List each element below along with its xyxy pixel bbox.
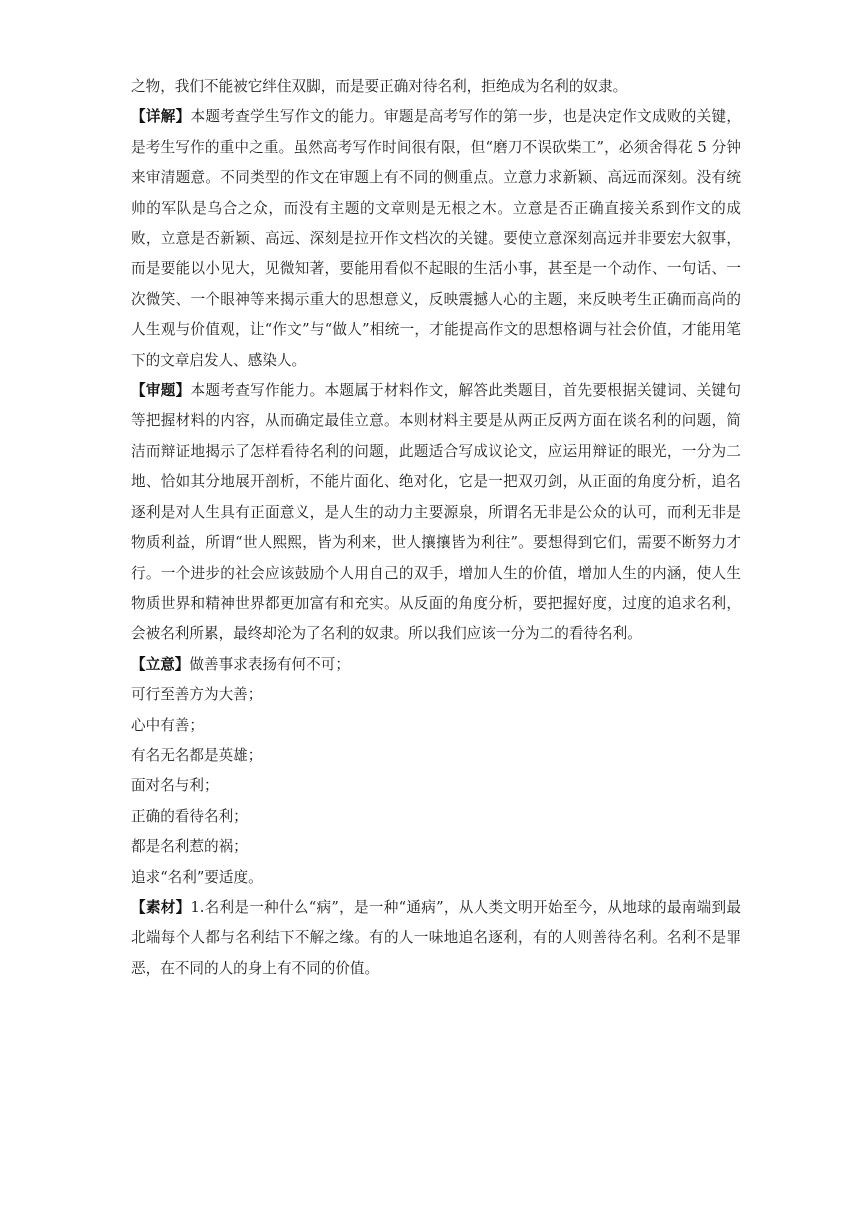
theme-option [131, 832, 741, 862]
paragraph-theme [131, 650, 741, 680]
section-tag-theme: 【立意】 [131, 655, 190, 673]
paragraph-text: 可行至善方为大善； [131, 686, 263, 704]
paragraph-detail-explanation [131, 102, 741, 376]
paragraph-intro [131, 72, 741, 102]
paragraph-text: 面对名与利； [131, 777, 219, 795]
theme-option [131, 741, 741, 771]
paragraph-text: 正确的看待名利； [131, 807, 248, 825]
paragraph-material [131, 893, 741, 984]
paragraph-text: 做善事求表扬有何不可； [189, 655, 350, 673]
paragraph-text: 本题考查写作能力。本题属于材料作文，解答此类题目，首先要根据关键词、关键句等把握材料的内容，从而确定最佳立意。本则材料主要是从两正反两方面在谈名利的问题，简洁而辩证地揭示了怎样看待名利的问题，此题适合写成议论文，应运用辩证的眼光，一分为二地、恰如其分地展开剖析，不能片面化、绝对化，它是一把双刃剑，从正面的角度分析，追名逐利是对人生具有正面意义，是人生的动力主要源泉，所谓名无非是公众的认可，而利无非是物质利益，所谓“世人熙熙，皆为利来，世人攘攘皆为利往”。要想得到它们，需要不断努力才行。一个进步的社会应该鼓励个人用自己的双手，增加人生的价值，增加人生的内涵，使人生物质世界和精神世界都更加富有和充实。从反面的角度分析，要把握好度，过度的追求名利，会被名利所累，最终却沦为了名利的奴隶。所以我们应该一分为二的看待名利。 [131, 382, 741, 643]
paragraph-text: 之物，我们不能被它绊住双脚，而是要正确对待名利，拒绝成为名利的奴隶。 [131, 78, 628, 95]
theme-option [131, 771, 741, 801]
paragraph-text: 1.名利是一种什么“病”，是一种“通病”，从人类文明开始至今，从地球的最南端到最北端每个人都与名利结下不解之缘。有的人一味地追名逐利，有的人则善待名利。名利不是罪恶，在不同的人的身上有不同的价值。 [131, 898, 741, 977]
theme-option [131, 863, 741, 893]
paragraph-text: 追求“名利”要适度。 [131, 868, 263, 886]
section-tag-review: 【审题】 [131, 382, 191, 400]
paragraph-text: 本题考查学生写作文的能力。审题是高考写作的第一步，也是决定作文成败的关键，是考生写作的重中之重。虽然高考写作时间很有限，但“磨刀不误砍柴工”，必须舍得花 5 分钟来审清题意。不同类型的作文在审题上有不同的侧重点。立意力求新颖、高远而深刻。没有统帅的军队是乌合之众，而没有主题的文章则是无根之木。立意是否正确直接关系到作文的成败，立意是否新颖、高远、深刻是拉开作文档次的关键。要使立意深刻高远并非要宏大叙事，而是要能以小见大，见微知著，要能用看似不起眼的生活小事，甚至是一个动作、一句话、一次微笑、一个眼神等来揭示重大的思想意义，反映震撼人心的主题，来反映考生正确而高尚的人生观与价值观，让“作文”与“做人”相统一，才能提高作文的思想格调与社会价值，才能用笔下的文章启发人、感染人。 [131, 108, 741, 369]
paragraph-topic-review [131, 376, 741, 650]
theme-option [131, 680, 741, 710]
paragraph-text: 有名无名都是英雄； [131, 746, 263, 764]
paragraph-text: 心中有善； [131, 716, 204, 734]
theme-option [131, 711, 741, 741]
theme-option [131, 802, 741, 832]
paragraph-text: 都是名利惹的祸； [131, 838, 248, 856]
section-tag-detail: 【详解】 [131, 108, 191, 126]
document-page [131, 72, 741, 984]
section-tag-material: 【素材】 [131, 898, 191, 916]
